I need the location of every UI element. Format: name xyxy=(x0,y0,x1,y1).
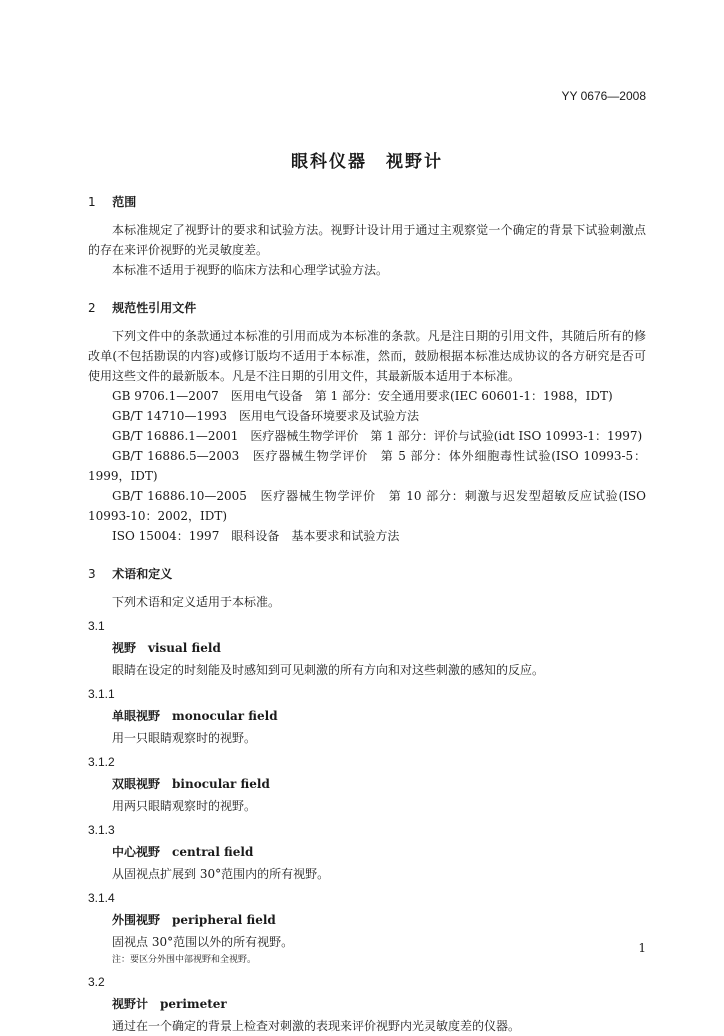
standard-number: YY 0676—2008 xyxy=(561,89,646,103)
term-definition: 用一只眼睛观察时的视野。 xyxy=(112,731,257,745)
term-zh: 单眼视野 xyxy=(112,709,161,723)
note: 注：要区分外围中部视野和全视野。 xyxy=(112,955,257,965)
term-entry xyxy=(88,994,646,1014)
document-title: 眼科仪器 视野计 xyxy=(291,152,443,172)
term-en: monocular field xyxy=(172,709,278,723)
section-number: 3 xyxy=(88,567,96,581)
term-en: central field xyxy=(172,845,254,859)
term-entry xyxy=(88,706,646,726)
reference-item: GB/T 16886.10—2005 医疗器械生物学评价 第 10 部分：刺激与迟发型超敏反应试验(ISO 10993-10：2002，IDT) xyxy=(88,489,646,523)
paragraph: 下列文件中的条款通过本标准的引用而成为本标准的条款。凡是注日期的引用文件，其随后所有的修改单(不包括勘误的内容)或修订版均不适用于本标准，然而，鼓励根据本标准达成协议的各方研究是否可使用这些文件的最新版本。凡是不注日期的引用文件，其最新版本适用于本标准。 xyxy=(88,329,646,383)
term-en: binocular field xyxy=(172,777,270,791)
term-zh: 外围视野 xyxy=(112,913,161,927)
paragraph: 本标准不适用于视野的临床方法和心理学试验方法。 xyxy=(112,263,389,277)
clause-number: 3.1 xyxy=(88,619,105,633)
term-zh: 中心视野 xyxy=(112,845,161,859)
term-definition: 眼睛在设定的时刻能及时感知到可见刺激的所有方向和对这些刺激的感知的反应。 xyxy=(112,663,545,677)
section-heading-normative-references xyxy=(88,298,646,318)
clause-number: 3.1.1 xyxy=(88,687,115,701)
term-entry xyxy=(88,842,646,862)
clause-number: 3.1.3 xyxy=(88,823,115,837)
term-definition: 固视点 30°范围以外的所有视野。 xyxy=(112,935,294,949)
reference-item: GB/T 16886.5—2003 医疗器械生物学评价 第 5 部分：体外细胞毒性试验(ISO 10993-5：1999，IDT) xyxy=(88,449,646,483)
section-title: 范围 xyxy=(112,195,137,209)
reference-item: GB 9706.1—2007 医用电气设备 第 1 部分：安全通用要求(IEC 60601-1：1988，IDT) xyxy=(112,389,613,403)
term-zh: 双眼视野 xyxy=(112,777,161,791)
term-en: visual field xyxy=(148,641,221,655)
section-heading-terms xyxy=(88,564,646,584)
term-zh: 视野计 xyxy=(112,997,149,1011)
section-number: 2 xyxy=(88,301,96,315)
term-definition: 通过在一个确定的背景上检查对刺激的表现来评价视野内光灵敏度差的仪器。 xyxy=(112,1019,521,1033)
term-en: perimeter xyxy=(160,997,227,1011)
section-heading-scope xyxy=(88,192,646,212)
term-definition: 从固视点扩展到 30°范围内的所有视野。 xyxy=(112,867,330,881)
term-entry xyxy=(88,774,646,794)
page-number: 1 xyxy=(638,941,646,955)
reference-item: GB/T 16886.1—2001 医疗器械生物学评价 第 1 部分：评价与试验(idt ISO 10993-1：1997) xyxy=(112,429,643,443)
term-en: peripheral field xyxy=(172,913,276,927)
section-title: 规范性引用文件 xyxy=(112,301,197,315)
term-entry xyxy=(88,638,646,658)
term-entry xyxy=(88,910,646,930)
paragraph: 下列术语和定义适用于本标准。 xyxy=(112,595,281,609)
paragraph: 本标准规定了视野计的要求和试验方法。视野计设计用于通过主观察觉一个确定的背景下试验刺激点的存在来评价视野的光灵敏度差。 xyxy=(88,223,646,257)
reference-item: GB/T 14710—1993 医用电气设备环境要求及试验方法 xyxy=(112,409,419,423)
clause-number: 3.2 xyxy=(88,975,105,989)
section-title: 术语和定义 xyxy=(112,567,173,581)
term-zh: 视野 xyxy=(112,641,137,655)
reference-item: ISO 15004：1997 眼科设备 基本要求和试验方法 xyxy=(112,529,400,543)
clause-number: 3.1.4 xyxy=(88,891,115,905)
section-number: 1 xyxy=(88,195,96,209)
clause-number: 3.1.2 xyxy=(88,755,115,769)
term-definition: 用两只眼睛观察时的视野。 xyxy=(112,799,257,813)
